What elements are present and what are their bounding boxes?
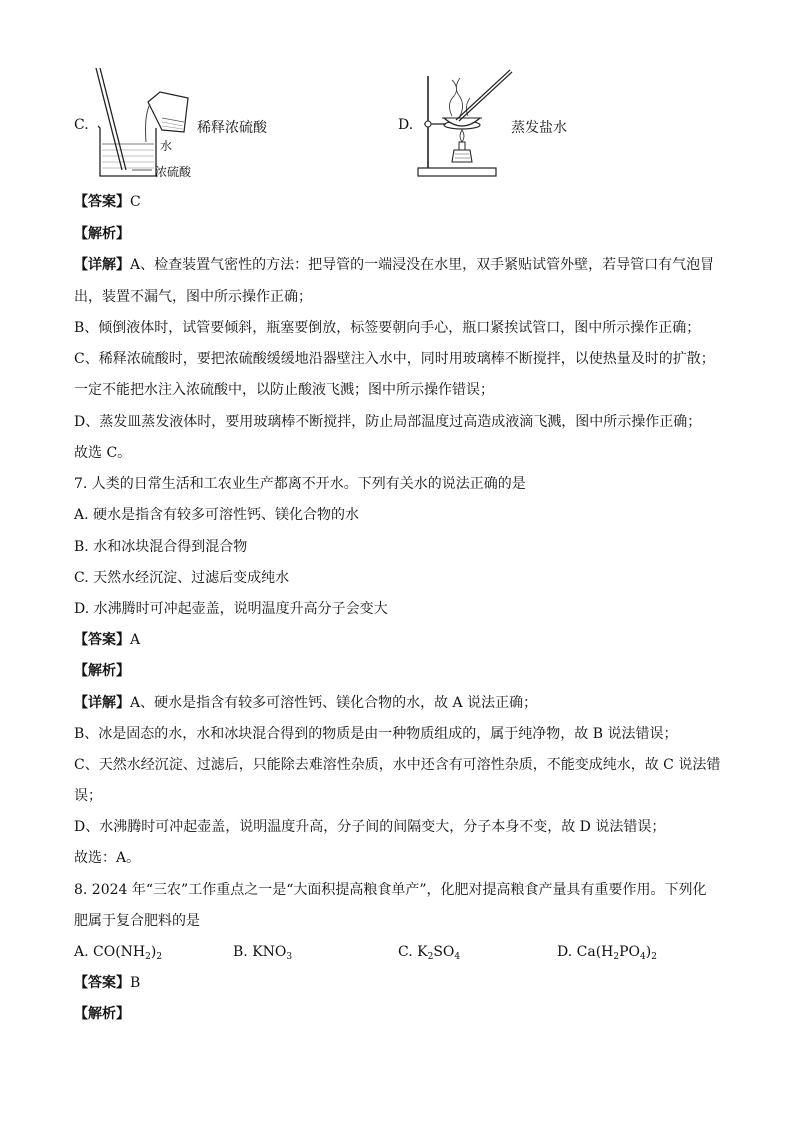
- q8-stem: 8. 2024 年“三农”工作重点之一是“大面积提高粮食单产”，化肥对提高粮食产量具有重要作用。下列化: [74, 882, 707, 898]
- q7-detail-line: D、水沸腾时可冲起壶盖，说明温度升高，分子间的间隔变大，分子本身不变，故 D 说法错误；: [74, 819, 666, 835]
- q6-detail-line: 出，装置不漏气，图中所示操作正确；: [74, 289, 312, 305]
- q6-analysis-tag: 【解析】: [74, 226, 130, 242]
- q7-option-a: A. 硬水是指含有较多可溶性钙、镁化合物的水: [74, 507, 360, 523]
- answer-value: B: [130, 975, 141, 991]
- detail-tag: 【详解】: [74, 257, 130, 273]
- option-c-label: C.: [74, 117, 89, 133]
- q7-option-c: C. 天然水经沉淀、过滤后变成纯水: [74, 570, 290, 586]
- q7-detail-line: 【详解】A、硬水是指含有较多可溶性钙、镁化合物的水，故 A 说法正确；: [74, 695, 538, 711]
- detail-tag: 【详解】: [74, 695, 130, 711]
- q8-answer: [74, 974, 724, 992]
- q7-detail-line: 误；: [74, 788, 102, 804]
- q6-detail-line: D、蒸发皿蒸发液体时，要用玻璃棒不断搅拌，防止局部温度过高造成液滴飞溅，图中所示操作正确；: [74, 414, 702, 430]
- q6-answer: [74, 193, 724, 211]
- q8-option-b: B. $KNO_3$: [233, 944, 293, 962]
- q8-analysis-tag: 【解析】: [74, 1006, 130, 1022]
- q8-stem: 肥属于复合肥料的是: [74, 913, 200, 929]
- answer-value: A: [130, 632, 141, 648]
- answer-tag: 【答案】: [74, 632, 130, 648]
- q6-detail-line: 故选 C。: [74, 445, 132, 461]
- figure-c-caption: 稀释浓硫酸: [197, 120, 267, 136]
- q7-detail-line: C、天然水经沉淀、过滤后，只能除去难溶性杂质，水中还含有可溶性杂质，不能变成纯水，故 C 说法错: [74, 757, 721, 773]
- q7-analysis-tag: 【解析】: [74, 663, 130, 679]
- q6-detail-line: 一定不能把水注入浓硫酸中，以防止酸液飞溅；图中所示操作错误；: [74, 382, 494, 398]
- q7-answer: [74, 631, 724, 649]
- q6-detail-line: 【详解】A、检查装置气密性的方法：把导管的一端浸没在水里，双手紧贴试管外壁，若导管口有气泡冒: [74, 257, 715, 273]
- water-label: 水: [160, 139, 173, 153]
- figure-d-caption: 蒸发盐水: [511, 120, 567, 136]
- q7-stem: 7. 人类的日常生活和工农业生产都离不开水。下列有关水的说法正确的是: [74, 476, 526, 492]
- evaporation-figure: [416, 68, 516, 180]
- q8-option-c: C. $K_2SO_4$: [398, 944, 461, 962]
- q7-option-d: D. 水沸腾时可冲起壶盖，说明温度升高分子会变大: [74, 601, 388, 617]
- answer-tag: 【答案】: [74, 194, 130, 210]
- q8-option-d: D. $Ca(H_2PO_4)_2$: [557, 944, 657, 962]
- option-d-label: D.: [398, 117, 414, 133]
- answer-value: C: [130, 194, 141, 210]
- q7-detail-line: 故选：A。: [74, 850, 141, 866]
- q6-detail-line: B、倾倒液体时，试管要倾斜，瓶塞要倒放，标签要朝向手心，瓶口紧挨试管口，图中所示操作正确；: [74, 320, 701, 336]
- q7-option-b: B. 水和冰块混合得到混合物: [74, 539, 248, 555]
- answer-tag: 【答案】: [74, 975, 130, 991]
- acid-label: 浓硫酸: [155, 165, 192, 179]
- q7-detail-line: B、冰是固态的水，水和冰块混合得到的物质是由一种物质组成的，属于纯净物，故 B 说法错误；: [74, 726, 678, 742]
- q6-detail-line: C、稀释浓硫酸时，要把浓硫酸缓缓地沿器壁注入水中，同时用玻璃棒不断搅拌，以使热量及时的扩散；: [74, 351, 715, 367]
- q8-option-a: A. $CO(NH_2)_2$: [74, 944, 163, 962]
